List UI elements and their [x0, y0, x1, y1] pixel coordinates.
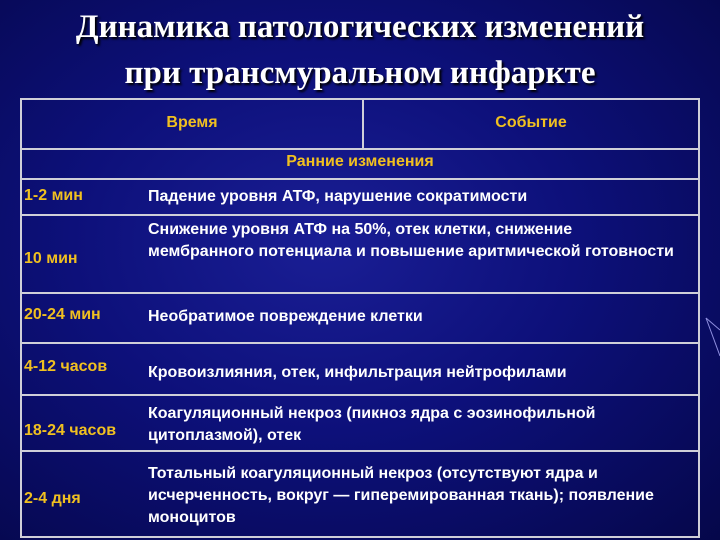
row-time: 20-24 мин: [24, 306, 101, 323]
table-section-row: [22, 148, 698, 180]
table-row: [22, 450, 698, 536]
row-time: 1-2 мин: [24, 187, 83, 204]
row-time: 4-12 часов: [24, 358, 108, 375]
row-time: 18-24 часов: [24, 422, 117, 439]
row-time: 2-4 дня: [24, 490, 81, 507]
row-event: Снижение уровня АТФ на 50%, отек клетки, снижение мембранного потенциала и повышение аритмической готовности: [148, 221, 674, 260]
row-event: Падение уровня АТФ, нарушение сократимости: [148, 188, 528, 205]
row-time: 10 мин: [24, 250, 78, 267]
header-event: Событие: [495, 114, 567, 131]
table-row: [22, 214, 698, 294]
table-header-row: [22, 100, 698, 150]
row-event: Тотальный коагуляционный некроз (отсутствуют ядра и исчерченность, вокруг — гиперемированная ткань); появление моноцитов: [148, 465, 654, 526]
slide-title-line-1: Динамика патологических изменений: [75, 9, 645, 45]
row-event: Коагуляционный некроз (пикноз ядра с эозинофильной цитоплазмой), отек: [148, 405, 596, 444]
slide-title-line-2: при трансмуральном инфаркте: [124, 55, 596, 91]
slide-title: [0, 4, 720, 96]
table-row: [22, 342, 698, 396]
section-label: Ранние изменения: [286, 153, 434, 170]
pathology-table: [20, 98, 700, 538]
header-time: Время: [166, 114, 218, 131]
row-event: Кровоизлияния, отек, инфильтрация нейтрофилами: [148, 364, 567, 381]
table-row: [22, 180, 698, 216]
row-event: Необратимое повреждение клетки: [148, 308, 423, 325]
table-row: [22, 394, 698, 452]
table-row: [22, 292, 698, 344]
